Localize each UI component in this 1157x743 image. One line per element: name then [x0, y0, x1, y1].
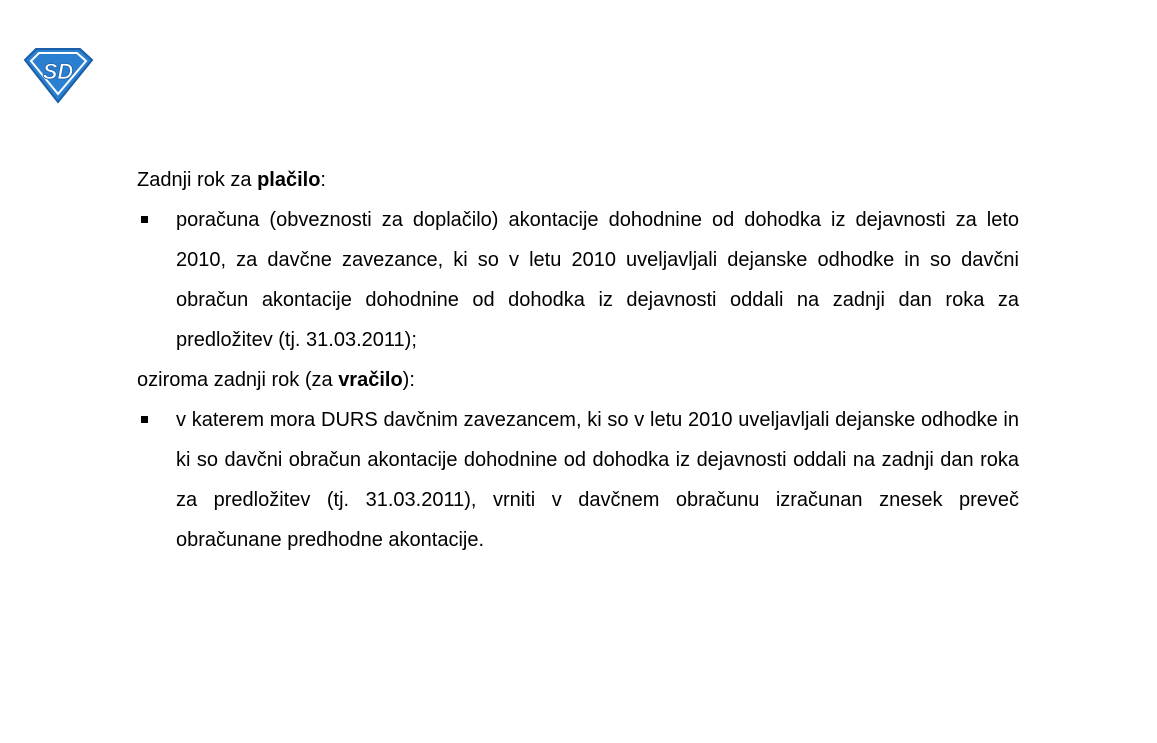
- bullet-item-refund: [137, 400, 1019, 560]
- heading-suffix: ):: [402, 369, 415, 391]
- heading-suffix: :: [320, 169, 326, 191]
- square-bullet-icon: [141, 416, 148, 423]
- square-bullet-icon: [141, 216, 148, 223]
- section-refund-heading: [137, 360, 1019, 400]
- bullet-text: poračuna (obveznosti za doplačilo) akontacije dohodnine od dohodka iz dejavnosti za leto 2010, za davčne zavezance, ki so v letu 2010 uveljavljali dejanske odhodke in so davčni obračun akontacije dohodnine od dohodka iz dejavnosti oddali na zadnji dan roka za predložitev (tj. 31.03.2011);: [176, 209, 1019, 351]
- heading-bold-word: plačilo: [257, 169, 321, 191]
- sd-shield-icon: [22, 46, 96, 104]
- section-payment-heading: [137, 160, 1019, 200]
- bullet-item-payment: [137, 200, 1019, 360]
- logo-letters: SD: [42, 59, 74, 84]
- heading-text: Zadnji rok za: [137, 169, 258, 191]
- company-logo: [22, 46, 96, 104]
- document-body: [137, 160, 1019, 560]
- heading-bold-word: vračilo: [338, 369, 403, 391]
- bullet-text: v katerem mora DURS davčnim zavezancem, ki so v letu 2010 uveljavljali dejanske odhodke in ki so davčni obračun akontacije dohodnine od dohodka iz dejavnosti oddali na zadnji dan roka za predložitev (tj. 31.03.2011), vrniti v davčnem obračunu izračunan znesek preveč obračunane predhodne akontacije.: [176, 409, 1019, 551]
- heading-text: oziroma zadnji rok (za: [137, 369, 339, 391]
